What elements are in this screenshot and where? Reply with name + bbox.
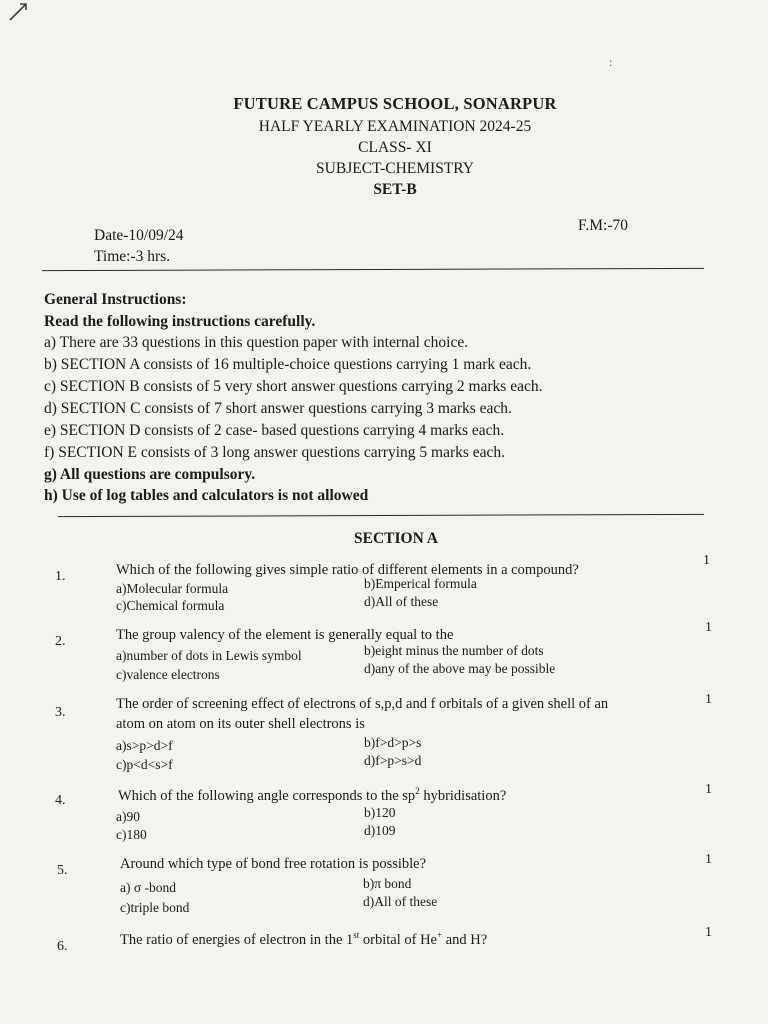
question-text-main: The ratio of energies of electron in the 1	[120, 931, 354, 948]
question-marks: 1	[703, 553, 710, 568]
question-text-line2: atom on atom on its outer shell electrons is	[116, 716, 365, 732]
option: c)p<d<s>f	[116, 757, 173, 772]
option: d)All of these	[363, 894, 438, 909]
superscript: st	[353, 930, 360, 940]
option: c)180	[116, 827, 147, 842]
subject-label: SUBJECT-CHEMISTRY	[316, 160, 474, 177]
option: b)π bond	[363, 876, 412, 891]
instructions-divider	[58, 514, 704, 517]
question-marks: 1	[705, 925, 712, 940]
header-divider	[42, 268, 704, 271]
option: a)Molecular formula	[116, 581, 229, 596]
question-text-tail: hybridisation?	[419, 787, 507, 804]
question-text-main: Which of the following angle corresponds to the sp	[118, 787, 416, 804]
question-text	[118, 786, 506, 805]
question-marks: 1	[705, 852, 712, 867]
option: c)valence electrons	[116, 667, 220, 682]
instruction-item: h) Use of log tables and calculators is not allowed	[44, 487, 369, 504]
option: a)s>p>d>f	[116, 738, 173, 753]
instruction-item: e) SECTION D consists of 2 case- based questions carrying 4 marks each.	[44, 422, 505, 439]
corner-scribble-icon	[6, 0, 30, 22]
class-label: CLASS- XI	[358, 139, 432, 156]
exam-date: Date-10/09/24	[94, 227, 184, 244]
question-text: The group valency of the element is generally equal to the	[116, 627, 454, 643]
instruction-item: f) SECTION E consists of 3 long answer questions carrying 5 marks each.	[44, 444, 506, 461]
exam-time: Time:-3 hrs.	[94, 248, 171, 265]
option: b)eight minus the number of dots	[364, 643, 544, 658]
school-name: FUTURE CAMPUS SCHOOL, SONARPUR	[233, 94, 557, 113]
question-number: 4.	[55, 793, 66, 808]
stray-mark: :	[609, 55, 613, 69]
instruction-item: d) SECTION C consists of 7 short answer questions carrying 3 marks each.	[44, 400, 512, 417]
question-number: 2.	[55, 634, 66, 649]
option: b)Emperical formula	[364, 576, 477, 591]
question-text: The order of screening effect of electrons of s,p,d and f orbitals of a given shell of an	[116, 696, 609, 712]
option: c)triple bond	[120, 900, 190, 915]
instruction-item: c) SECTION B consists of 5 very short answer questions carrying 2 marks each.	[44, 378, 543, 395]
question-marks: 1	[705, 620, 712, 635]
question-text-mid: orbital of He	[359, 931, 437, 948]
option: d)109	[364, 823, 396, 838]
question-number: 3.	[55, 705, 66, 720]
option: d)All of these	[364, 594, 439, 609]
question-text-tail: and H?	[442, 931, 488, 948]
option: a)number of dots in Lewis symbol	[116, 648, 302, 663]
question-text: Around which type of bond free rotation is possible?	[120, 856, 427, 872]
question-number: 6.	[57, 939, 68, 954]
superscript: 2	[415, 786, 420, 796]
option: a)90	[116, 809, 140, 824]
full-marks: F.M:-70	[578, 217, 629, 234]
option: d)f>p>s>d	[364, 753, 422, 768]
section-a-title: SECTION A	[354, 530, 438, 547]
option: a) σ -bond	[120, 880, 177, 895]
set-label: SET-B	[373, 181, 417, 198]
superscript: +	[437, 930, 443, 940]
exam-name: HALF YEARLY EXAMINATION 2024-25	[258, 118, 532, 135]
option: d)any of the above may be possible	[364, 661, 556, 676]
question-text: Which of the following gives simple ratio of different elements in a compound?	[116, 562, 579, 578]
question-marks: 1	[705, 782, 712, 797]
question-number: 5.	[57, 863, 68, 878]
question-text	[120, 930, 487, 949]
option: b)120	[364, 805, 396, 820]
instructions-lead: Read the following instructions carefully.	[44, 313, 316, 330]
question-marks: 1	[705, 692, 712, 707]
instructions-title: General Instructions:	[44, 291, 187, 308]
instruction-item: g) All questions are compulsory.	[44, 466, 256, 483]
question-number: 1.	[55, 569, 66, 584]
instruction-item: a) There are 33 questions in this question paper with internal choice.	[44, 334, 469, 351]
option: b)f>d>p>s	[364, 735, 422, 750]
instruction-item: b) SECTION A consists of 16 multiple-choice questions carrying 1 mark each.	[44, 356, 532, 373]
option: c)Chemical formula	[116, 598, 225, 613]
